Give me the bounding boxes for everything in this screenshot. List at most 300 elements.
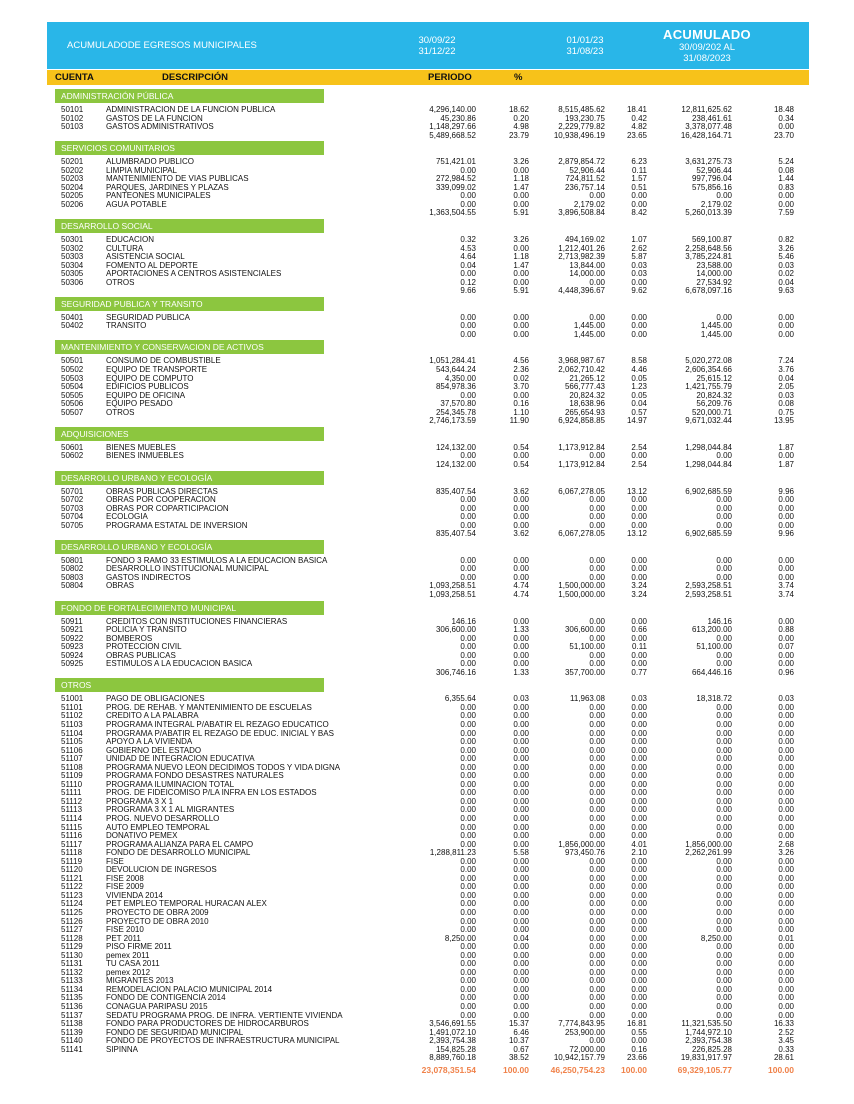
section-header (0, 601, 854, 616)
account-description: PROGRAMA ALIANZA PARA EL CAMPO (106, 839, 254, 849)
acumulado-2023-value: 0.00 (589, 933, 605, 943)
account-description: OTROS (106, 407, 135, 417)
total-value: 18,318.72 (696, 694, 732, 704)
total-pct: 2.68 (778, 839, 794, 849)
section-title: MANTENIMIENTO Y CONSERVACION DE ACTIVOS (55, 340, 324, 354)
total-value: 0.00 (716, 796, 732, 806)
section-header (0, 340, 854, 355)
periodo-pct: 0.00 (513, 702, 529, 712)
account-code: 51106 (61, 745, 83, 755)
total-pct: 0.00 (778, 984, 794, 994)
periodo-value: 0.00 (460, 520, 476, 530)
total-value: 0.00 (716, 191, 732, 201)
total-value: 0.00 (716, 451, 732, 461)
account-description: OBRAS PUBLICAS DIRECTAS (106, 486, 218, 496)
account-description: PET 2011 (106, 933, 141, 943)
acumulado-2023-value: 0.00 (589, 890, 605, 900)
account-code: 51138 (61, 1019, 83, 1029)
periodo-pct: 0.00 (513, 993, 529, 1003)
acumulado-2023-pct: 1.07 (631, 235, 647, 245)
acumulado-2023-pct: 0.00 (631, 616, 647, 626)
acumulado-2023-pct: 0.03 (631, 694, 647, 704)
account-description: GASTOS DE LA FUNCION (106, 113, 203, 123)
acumulado-2023-pct: 0.00 (631, 572, 647, 582)
account-code: 51134 (61, 984, 83, 994)
total-value: 0.00 (716, 873, 732, 883)
total-pct: 0.01 (778, 933, 794, 943)
account-code: 51127 (61, 925, 83, 935)
acumulado-2023-pct: 0.00 (631, 512, 647, 522)
periodo-value: 0.00 (460, 882, 476, 892)
account-description: MIGRANTES 2013 (106, 976, 174, 986)
total-pct: 0.00 (778, 976, 794, 986)
acumulado-2023-value: 0.00 (589, 899, 605, 909)
account-description: EDIFICIOS PUBLICOS (106, 382, 189, 392)
periodo-pct: 0.00 (513, 650, 529, 660)
account-description: EQUIPO DE OFICINA (106, 390, 186, 400)
total-value: 0.00 (716, 967, 732, 977)
acumulado-2023-value: 0.00 (589, 312, 605, 322)
periodo-pct: 1.47 (513, 260, 529, 270)
periodo-pct: 0.00 (513, 616, 529, 626)
total-pct: 0.00 (778, 572, 794, 582)
account-description: PROGRAMA 3 X 1 AL MIGRANTES (106, 805, 235, 815)
total-value: 1,445.00 (700, 321, 732, 331)
account-code: 50703 (61, 503, 84, 513)
total-value: 0.00 (716, 572, 732, 582)
acumulado-2023-pct: 0.00 (631, 762, 647, 772)
periodo-value: 0.00 (460, 495, 476, 505)
periodo-pct: 6.46 (513, 1027, 529, 1037)
acumulado-2023-value: 0.00 (589, 711, 605, 721)
total-value: 2,393,754.38 (685, 1036, 732, 1046)
account-description: FONDO DE SEGURIDAD MUNICIPAL (106, 1027, 244, 1037)
account-code: 51119 (61, 856, 83, 866)
subtotal-periodo-pct: 0.00 (513, 329, 529, 339)
periodo-value: 0.00 (460, 959, 476, 969)
periodo-pct: 0.00 (513, 976, 529, 986)
total-pct: 0.00 (778, 942, 794, 952)
periodo-pct: 0.03 (513, 694, 529, 704)
total-pct: 0.00 (778, 925, 794, 935)
total-pct: 0.00 (778, 959, 794, 969)
total-pct: 0.03 (778, 390, 794, 400)
total-pct: 0.00 (778, 520, 794, 530)
periodo-value: 0.00 (460, 839, 476, 849)
total-value: 0.00 (716, 702, 732, 712)
acumulado-2023-pct: 0.00 (631, 321, 647, 331)
acumulado-2023-value: 0.00 (589, 702, 605, 712)
total-value: 0.00 (716, 650, 732, 660)
acumulado-2023-value: 193,230.75 (564, 113, 605, 123)
periodo-pct: 0.00 (513, 779, 529, 789)
total-value: 226,825.28 (691, 1044, 732, 1054)
subtotal-acumulado-2023-pct: 23.66 (626, 1053, 647, 1063)
periodo-value: 254,345.78 (435, 407, 476, 417)
periodo-pct: 0.00 (513, 495, 529, 505)
total-value: 0.00 (716, 882, 732, 892)
acumulado-2023-pct: 0.03 (631, 269, 647, 279)
account-description: FISE 2010 (106, 925, 144, 935)
total-value: 0.00 (716, 908, 732, 918)
total-pct: 0.00 (778, 873, 794, 883)
periodo-pct: 0.00 (513, 967, 529, 977)
subtotal-total-pct: 9.63 (778, 286, 794, 296)
subtotal-total-pct: 1.87 (778, 459, 794, 469)
subtotal-periodo-value: 9.66 (460, 286, 476, 296)
periodo-pct: 0.00 (513, 839, 529, 849)
account-description: GASTOS ADMINISTRATIVOS (106, 122, 214, 132)
periodo-pct: 0.00 (513, 312, 529, 322)
total-value: 0.00 (716, 942, 732, 952)
account-description: EQUIPO PESADO (106, 399, 173, 409)
account-description: ADMINISTRACION DE LA FUNCION PUBLICA (106, 105, 276, 114)
account-description: PROGRAMA FONDO DESASTRES NATURALES (106, 771, 284, 781)
account-code: 50204 (61, 182, 84, 192)
acumulado-2023-value: 973,450.76 (564, 848, 605, 858)
periodo-value: 0.00 (460, 702, 476, 712)
periodo-pct: 0.00 (513, 1002, 529, 1012)
account-description: OBRAS POR COOPERACION (106, 495, 216, 505)
acumulado-2023-pct: 0.00 (631, 555, 647, 565)
total-value: 3,785,224.81 (685, 252, 732, 262)
account-description: POLICIA Y TRANSITO (106, 625, 187, 635)
subtotal-acumulado-2023-value: 3,896,508.84 (558, 208, 605, 218)
account-description: FONDO PARA PRODUCTORES DE HIDROCARBUROS (106, 1019, 309, 1029)
account-description: UNIDAD DE INTEGRACION EDUCATIVA (106, 754, 255, 764)
account-description: AUTO EMPLEO TEMPORAL (106, 822, 210, 832)
periodo-value: 6,355.64 (444, 694, 476, 704)
acumulado-2023-value: 0.00 (589, 873, 605, 883)
periodo-pct: 5.58 (513, 848, 529, 858)
total-pct: 0.00 (778, 865, 794, 875)
account-description: DEVOLUCION DE INGRESOS (106, 865, 217, 875)
account-code: 50501 (61, 356, 84, 366)
total-value: 0.00 (716, 831, 732, 841)
total-value: 0.00 (716, 779, 732, 789)
account-code: 51130 (61, 950, 83, 960)
total-pct: 0.00 (778, 1010, 794, 1020)
periodo-value: 0.00 (460, 814, 476, 823)
total-value: 2,606,354.66 (685, 365, 732, 375)
acumulado-2023-pct: 0.00 (631, 942, 647, 952)
periodo-pct: 2.36 (513, 365, 529, 375)
total-value: 2,179.02 (700, 199, 732, 209)
acumulado-2023-value: 724,811.52 (565, 174, 605, 184)
periodo-value: 0.00 (460, 771, 476, 781)
acumulado-2023-pct: 4.82 (631, 122, 647, 132)
periodo-value: 3,546,691.55 (429, 1019, 476, 1029)
total-value: 8,250.00 (700, 933, 732, 943)
periodo-value: 1,288,811.23 (429, 848, 476, 858)
subtotal-acumulado-2023-value: 1,445.00 (573, 329, 605, 339)
periodo-pct: 0.00 (513, 814, 529, 823)
subtotal-total-value: 19,831,917.97 (680, 1053, 732, 1063)
account-code: 51139 (61, 1027, 83, 1037)
periodo-value: 2,393,754.38 (429, 1036, 476, 1046)
subtotal-periodo-pct: 38.52 (508, 1053, 529, 1063)
total-pct: 0.00 (778, 788, 794, 798)
account-description: GASTOS INDIRECTOS (106, 572, 191, 582)
periodo-pct: 0.16 (513, 399, 529, 409)
grand-total-acumulado-2023-pct: 100.00 (621, 1064, 647, 1075)
account-code: 50925 (61, 659, 84, 669)
acumulado-2023-value: 1,445.00 (573, 321, 605, 331)
periodo-pct: 0.00 (513, 451, 529, 461)
acumulado-2023-pct: 0.00 (631, 890, 647, 900)
acumulado-2023-pct: 0.00 (631, 993, 647, 1003)
periodo-pct: 0.00 (513, 796, 529, 806)
account-description: PROGRAMA INTEGRAL P/ABATIR EL REZAGO EDUCATICO (106, 719, 329, 729)
periodo-pct: 0.00 (513, 959, 529, 969)
periodo-value: 0.00 (460, 719, 476, 729)
periodo-value: 0.00 (460, 976, 476, 986)
total-value: 0.00 (716, 762, 732, 772)
periodo-pct: 0.00 (513, 321, 529, 331)
acumulado-2023-pct: 0.00 (631, 882, 647, 892)
total-pct: 0.00 (778, 737, 794, 747)
subtotal-periodo-value: 8,889,760.18 (429, 1053, 476, 1063)
total-value: 23,588.00 (696, 260, 732, 270)
grand-total-total-value: 69,329,105.77 (677, 1064, 732, 1075)
total-pct: 0.00 (778, 633, 794, 643)
total-value: 0.00 (716, 771, 732, 781)
acumulado-2023-value: 0.00 (589, 967, 605, 977)
acumulado-2023-value: 3,968,987.67 (558, 356, 605, 366)
total-pct: 0.33 (778, 1044, 794, 1054)
account-description: PANTEONES MUNICIPALES (106, 191, 211, 201)
periodo-pct: 0.02 (513, 373, 529, 383)
periodo-pct: 0.00 (513, 191, 529, 201)
acumulado-2023-pct: 0.42 (631, 113, 647, 123)
account-code: 51128 (61, 933, 83, 943)
account-description: PROGRAMA P/ABATIR EL REZAGO DE EDUC. INICIAL Y BAS (106, 728, 334, 738)
periodo-value: 0.00 (460, 984, 476, 994)
acumulado-2023-pct: 2.54 (631, 442, 647, 452)
subtotal-periodo-pct: 1.33 (513, 667, 529, 677)
subtotal-periodo-value: 306,746.16 (435, 667, 476, 677)
grand-total-total-pct: 100.00 (768, 1064, 794, 1075)
total-pct: 0.00 (778, 908, 794, 918)
account-code: 51136 (61, 1002, 83, 1012)
total-value: 0.00 (716, 754, 732, 764)
acumulado-2023-value: 0.00 (589, 865, 605, 875)
subtotal-total-value: 664,446.16 (691, 667, 732, 677)
egresos-table (0, 88, 854, 1077)
account-description: SEGURIDAD PUBLICA (106, 312, 191, 322)
account-description: APORTACIONES A CENTROS ASISTENCIALES (106, 269, 282, 279)
acumulado-2023-pct: 4.01 (631, 839, 647, 849)
periodo-pct: 0.00 (513, 788, 529, 798)
total-pct: 0.00 (778, 899, 794, 909)
total-value: 613,200.00 (691, 625, 732, 635)
header-banner (47, 22, 809, 69)
period2-end: 31/08/23 (566, 46, 604, 57)
periodo-pct: 0.04 (513, 933, 529, 943)
account-description: PARQUES, JARDINES Y PLAZAS (106, 182, 229, 192)
account-description: DONATIVO PEMEX (106, 831, 178, 841)
account-description: PROG. DE REHAB. Y MANTENIMIENTO DE ESCUELAS (106, 702, 312, 712)
periodo-value: 0.00 (460, 503, 476, 513)
periodo-pct: 0.00 (513, 745, 529, 755)
total-pct: 0.00 (778, 754, 794, 764)
acumulado-2023-pct: 0.00 (631, 950, 647, 960)
acumulado-2023-pct: 5.87 (631, 252, 647, 262)
acumulado-2023-pct: 0.51 (631, 182, 647, 192)
periodo-pct: 0.00 (513, 916, 529, 926)
periodo-value: 8,250.00 (444, 933, 476, 943)
acumulado-2023-pct: 0.00 (631, 191, 647, 201)
subtotal-total-pct: 9.96 (778, 529, 794, 539)
account-code: 50102 (61, 113, 84, 123)
account-code: 50201 (61, 157, 84, 167)
account-description: CONAGUA PARIPASU 2015 (106, 1002, 208, 1012)
periodo-pct: 0.00 (513, 942, 529, 952)
acumulado-2023-pct: 0.00 (631, 856, 647, 866)
acumulado-2023-value: 0.00 (589, 993, 605, 1003)
total-pct: 0.00 (778, 771, 794, 781)
total-value: 0.00 (716, 976, 732, 986)
account-description: SIPINNA (106, 1044, 139, 1054)
acumulado-2023-pct: 0.00 (631, 650, 647, 660)
total-pct: 5.46 (778, 252, 794, 262)
account-description: CREDITOS CON INSTITUCIONES FINANCIERAS (106, 616, 288, 626)
periodo-pct: 0.00 (513, 728, 529, 738)
periodo-value: 1,491,072.10 (429, 1027, 476, 1037)
periodo-value: 0.00 (460, 728, 476, 738)
subtotal-periodo-value: 1,093,258.51 (429, 589, 476, 599)
account-description: PROGRAMA ILUMINACION TOTAL (106, 779, 235, 789)
periodo-value: 0.00 (460, 451, 476, 461)
total-value: 0.00 (716, 984, 732, 994)
account-description: FISE (106, 856, 124, 866)
acumulado-2023-pct: 0.16 (631, 1044, 647, 1054)
subtotal-acumulado-2023-value: 6,924,858.85 (558, 416, 605, 426)
periodo-value: 854,978.36 (435, 382, 476, 392)
periodo-pct: 0.54 (513, 442, 529, 452)
total-value: 1,298,044.84 (685, 442, 732, 452)
periodo-pct: 1.47 (513, 182, 529, 192)
subtotal-acumulado-2023-value: 1,173,912.84 (558, 459, 605, 469)
total-pct: 0.00 (778, 916, 794, 926)
periodo-value: 0.00 (460, 779, 476, 789)
acumulado-2023-value: 7,774,843.95 (558, 1019, 605, 1029)
acumulado-2023-value: 0.00 (589, 650, 605, 660)
total-pct: 0.00 (778, 503, 794, 513)
periodo-pct: 0.00 (513, 277, 529, 287)
account-description: PISO FIRME 2011 (106, 942, 172, 952)
total-pct: 1.87 (778, 442, 794, 452)
account-code: 50804 (61, 581, 84, 591)
acumulado-2023-pct: 0.00 (631, 814, 647, 823)
total-value: 2,262,261.99 (685, 848, 732, 858)
total-pct: 0.00 (778, 950, 794, 960)
total-pct: 3.74 (778, 581, 794, 591)
account-code: 50922 (61, 633, 84, 643)
periodo-pct: 4.98 (513, 122, 529, 132)
acumulado-2023-value: 6,067,278.05 (558, 486, 605, 496)
acumulado-2023-pct: 0.00 (631, 908, 647, 918)
periodo-pct: 1.18 (513, 174, 529, 184)
total-value: 25,615.12 (696, 373, 732, 383)
total-pct: 0.00 (778, 814, 794, 823)
total-pct: 0.00 (778, 711, 794, 721)
periodo-pct: 4.56 (513, 356, 529, 366)
periodo-value: 1,051,284.41 (429, 356, 476, 366)
account-code: 51109 (61, 771, 83, 781)
acumulado-2023-pct: 0.00 (631, 984, 647, 994)
total-value: 3,631,275.73 (685, 157, 732, 167)
account-description: FISE 2009 (106, 882, 144, 892)
subtotal-total-value: 9,671,032.44 (685, 416, 732, 426)
account-code: 50502 (61, 365, 84, 375)
acumulado-2023-pct: 0.00 (631, 805, 647, 815)
acumulado-2023-value: 0.00 (589, 856, 605, 866)
total-pct: 0.03 (778, 694, 794, 704)
acumulado-2023-value: 0.00 (589, 771, 605, 781)
account-description: CULTURA (106, 243, 144, 253)
account-code: 50504 (61, 382, 84, 392)
acumulado-2023-pct: 0.00 (631, 564, 647, 574)
subtotal-total-pct: 0.00 (778, 329, 794, 339)
periodo-pct: 0.00 (513, 390, 529, 400)
account-code: 50402 (61, 321, 84, 331)
subtotal-total-value: 1,445.00 (700, 329, 732, 339)
acumulado-2023-pct: 0.00 (631, 771, 647, 781)
total-value: 6,902,685.59 (685, 486, 732, 496)
account-code: 51137 (61, 1010, 83, 1020)
total-pct: 5.24 (778, 157, 794, 167)
grand-total-acumulado-2023-value: 46,250,754.23 (550, 1064, 605, 1075)
acumulado-2023-pct: 0.00 (631, 788, 647, 798)
total-value: 0.00 (716, 745, 732, 755)
total-pct: 0.00 (778, 451, 794, 461)
subtotal-acumulado-2023-pct: 23.65 (626, 130, 647, 140)
section-title: ADMINISTRACIÓN PÚBLICA (55, 89, 324, 103)
account-code: 51107 (61, 754, 83, 764)
section-header (0, 297, 854, 312)
total-value: 0.00 (716, 805, 732, 815)
periodo-pct: 0.00 (513, 856, 529, 866)
periodo-pct: 3.26 (513, 157, 529, 167)
total-pct: 0.00 (778, 312, 794, 322)
acumulado-2023-value: 0.00 (589, 788, 605, 798)
subtotal-total-value: 1,298,044.84 (685, 459, 732, 469)
acumulado-2023-pct: 0.00 (631, 711, 647, 721)
total-value: 0.00 (716, 959, 732, 969)
periodo-value: 0.00 (460, 950, 476, 960)
acumulado-2023-value: 0.00 (589, 1036, 605, 1046)
periodo-pct: 1.33 (513, 625, 529, 635)
subtotal-total-pct: 3.74 (778, 589, 794, 599)
total-pct: 0.88 (778, 625, 794, 635)
periodo-pct: 3.70 (513, 382, 529, 392)
acumulado-2023-value: 0.00 (589, 754, 605, 764)
periodo-pct: 0.00 (513, 950, 529, 960)
periodo-value: 306,600.00 (435, 625, 476, 635)
period3-start: 30/09/202 AL (679, 42, 735, 53)
account-code: 50702 (61, 495, 84, 505)
total-pct: 2.52 (778, 1027, 794, 1037)
subtotal-periodo-pct: 11.90 (509, 416, 529, 426)
account-description: FONDO DE PROYECTOS DE INFRAESTRUCTURA MUNICIPAL (106, 1036, 340, 1046)
account-code: 50205 (61, 191, 84, 201)
periodo-value: 0.00 (460, 165, 476, 175)
total-value: 51,100.00 (696, 642, 732, 652)
acumulado-2023-pct: 0.00 (631, 728, 647, 738)
periodo-pct: 3.26 (513, 235, 529, 245)
account-description: APOYO A LA VIVIENDA (106, 737, 193, 747)
